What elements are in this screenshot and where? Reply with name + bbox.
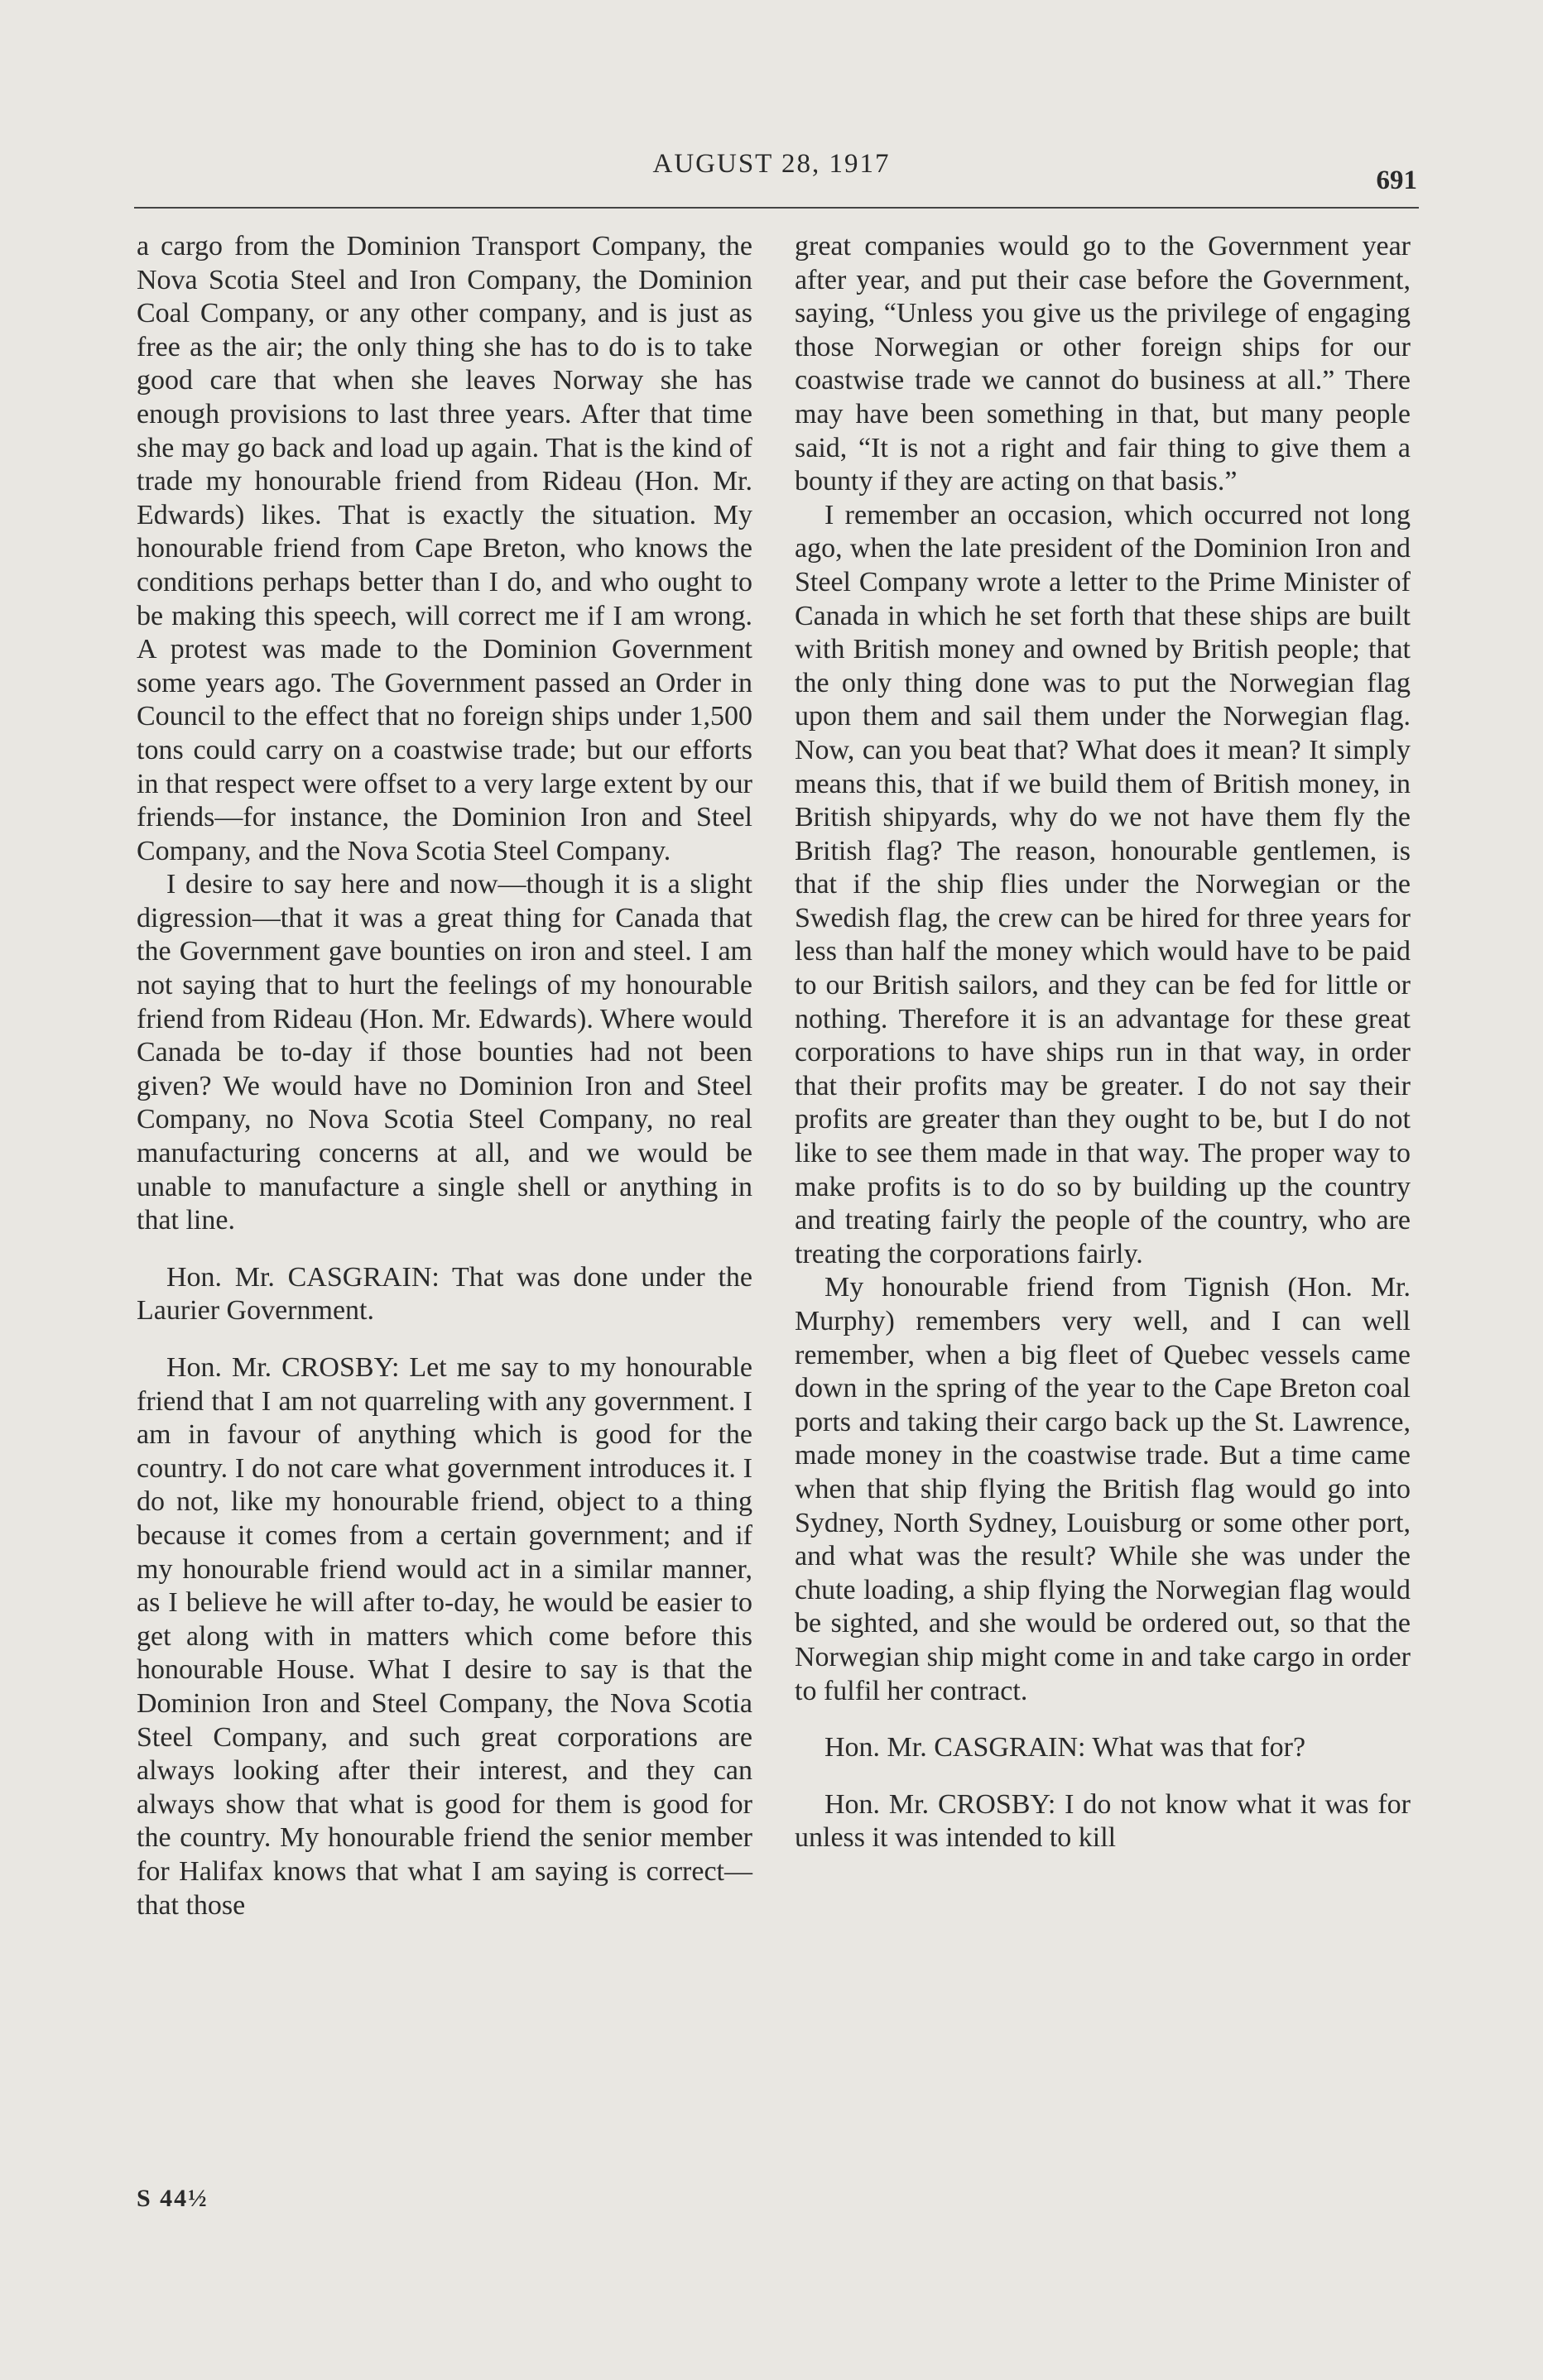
paragraph-continued: great companies would go to the Government year after year, and put their case before the Government, saying, “Unless you give us the privilege of engaging those Norwegian or other foreign ships for our coastwise trade we cannot do business at all.” There may have been something in that, but many people said, “It is not a right and fair thing to give them a bounty if they are acting on that basis.” bbox=[795, 231, 1411, 497]
header-date: AUGUST 28, 1917 bbox=[652, 149, 891, 179]
paragraph-quebec-vessels: My honourable friend from Tignish (Hon. Mr. Murphy) remembers very well, and I can well remember, when a big fleet of Quebec vessels came down in the spring of the year to the Cape Breton coal ports and taking their cargo back up the St. Lawrence, made money in the coastwise trade. But a time came when that ship flying the British flag would go into Sydney, North Sydney, Louisburg or some other port, and what was the result? While she was under the chute loading, a ship flying the Norwegian flag would be sighted, and she would be ordered out, so that the Norwegian ship might come in and take cargo in order to fulfil her contract. bbox=[795, 1272, 1411, 1706]
speech-casgrain: Hon. Mr. CASGRAIN: That was done under the Laurier Government. bbox=[137, 1261, 752, 1327]
signature-mark: S 44½ bbox=[137, 2185, 209, 2212]
paragraph-norwegian-flag: I remember an occasion, which occurred not long ago, when the late president of the Dominion Iron and Steel Company wrote a letter to the Prime Minister of Canada in which he set forth that these ships are built with British money and owned by British people; that the only thing done was to put the Norwegian flag upon them and sail them under the Norwegian flag. Now, can you beat that? What does it mean? It simply means this, that if we build them of British money, in British shipyards, why do we not have them fly the British flag? The reason, honourable gentlemen, is that if the ship flies under the Norwegian or the Swedish flag, the crew can be hired for three years for less than half the money which would have to be paid to our British sailors, and they can be fed for little or nothing. Therefore it is an advantage for these great corporations to have ships run in that way, in order that their profits may be greater. I do not say their profits are greater than they ought to be, but I do not like to see them made in that way. The proper way to make profits is to do so by building up the country and treating fairly the people of the country, who are treating the corporations fairly. bbox=[795, 499, 1411, 1269]
speech-crosby: Hon. Mr. CROSBY: Let me say to my honourable friend that I am not quarreling with any government. I am in favour of anything which is good for the country. I do not care what government introduces it. I do not, like my honourable friend, object to a thing because it comes from a certain government; and if my honourable friend would act in a similar manner, as I believe he will after to-day, he would be easier to get along with in matters which come before this honourable House. What I desire to say is that the Dominion Iron and Steel Company, the Nova Scotia Steel Company, and such great corporations are always looking after their interest, and they can always show that what is good for them is good for the country. My honourable friend the senior member for Halifax knows that what I am saying is correct—that those bbox=[137, 1352, 752, 1921]
left-column bbox=[137, 230, 752, 1922]
paragraph-continued: a cargo from the Dominion Transport Company, the Nova Scotia Steel and Iron Company, the Dominion Coal Company, or any other company, and is just as free as the air; the only thing she has to do is to take good care that when she leaves Norway she has enough provisions to last three years. After that time she may go back and load up again. That is the kind of trade my honourable friend from Rideau (Hon. Mr. Edwards) likes. That is exactly the situation. My honourable friend from Cape Breton, who knows the conditions perhaps better than I do, and who ought to be making this speech, will correct me if I am wrong. A protest was made to the Dominion Government some years ago. The Government passed an Order in Council to the effect that no foreign ships under 1,500 tons could carry on a coastwise trade; but our efforts in that respect were offset to a very large extent by our friends—for instance, the Dominion Iron and Steel Company, and the Nova Scotia Steel Company. bbox=[137, 231, 752, 866]
speech-crosby: Hon. Mr. CROSBY: I do not know what it was for unless it was intended to kill bbox=[795, 1788, 1411, 1854]
header-rule bbox=[134, 207, 1419, 209]
speech-casgrain: Hon. Mr. CASGRAIN: What was that for? bbox=[824, 1732, 1306, 1763]
right-column bbox=[795, 230, 1411, 1855]
paragraph-bounties: I desire to say here and now—though it is a slight digression—that it was a great thing for Canada that the Government gave bounties on iron and steel. I am not saying that to hurt the feelings of my honourable friend from Rideau (Hon. Mr. Edwards). Where would Canada be to-day if those bounties had not been given? We would have no Dominion Iron and Steel Company, no Nova Scotia Steel Company, no real manufacturing concerns at all, and we would be unable to manufacture a single shell or anything in that line. bbox=[137, 869, 752, 1236]
page-number: 691 bbox=[1376, 166, 1417, 195]
